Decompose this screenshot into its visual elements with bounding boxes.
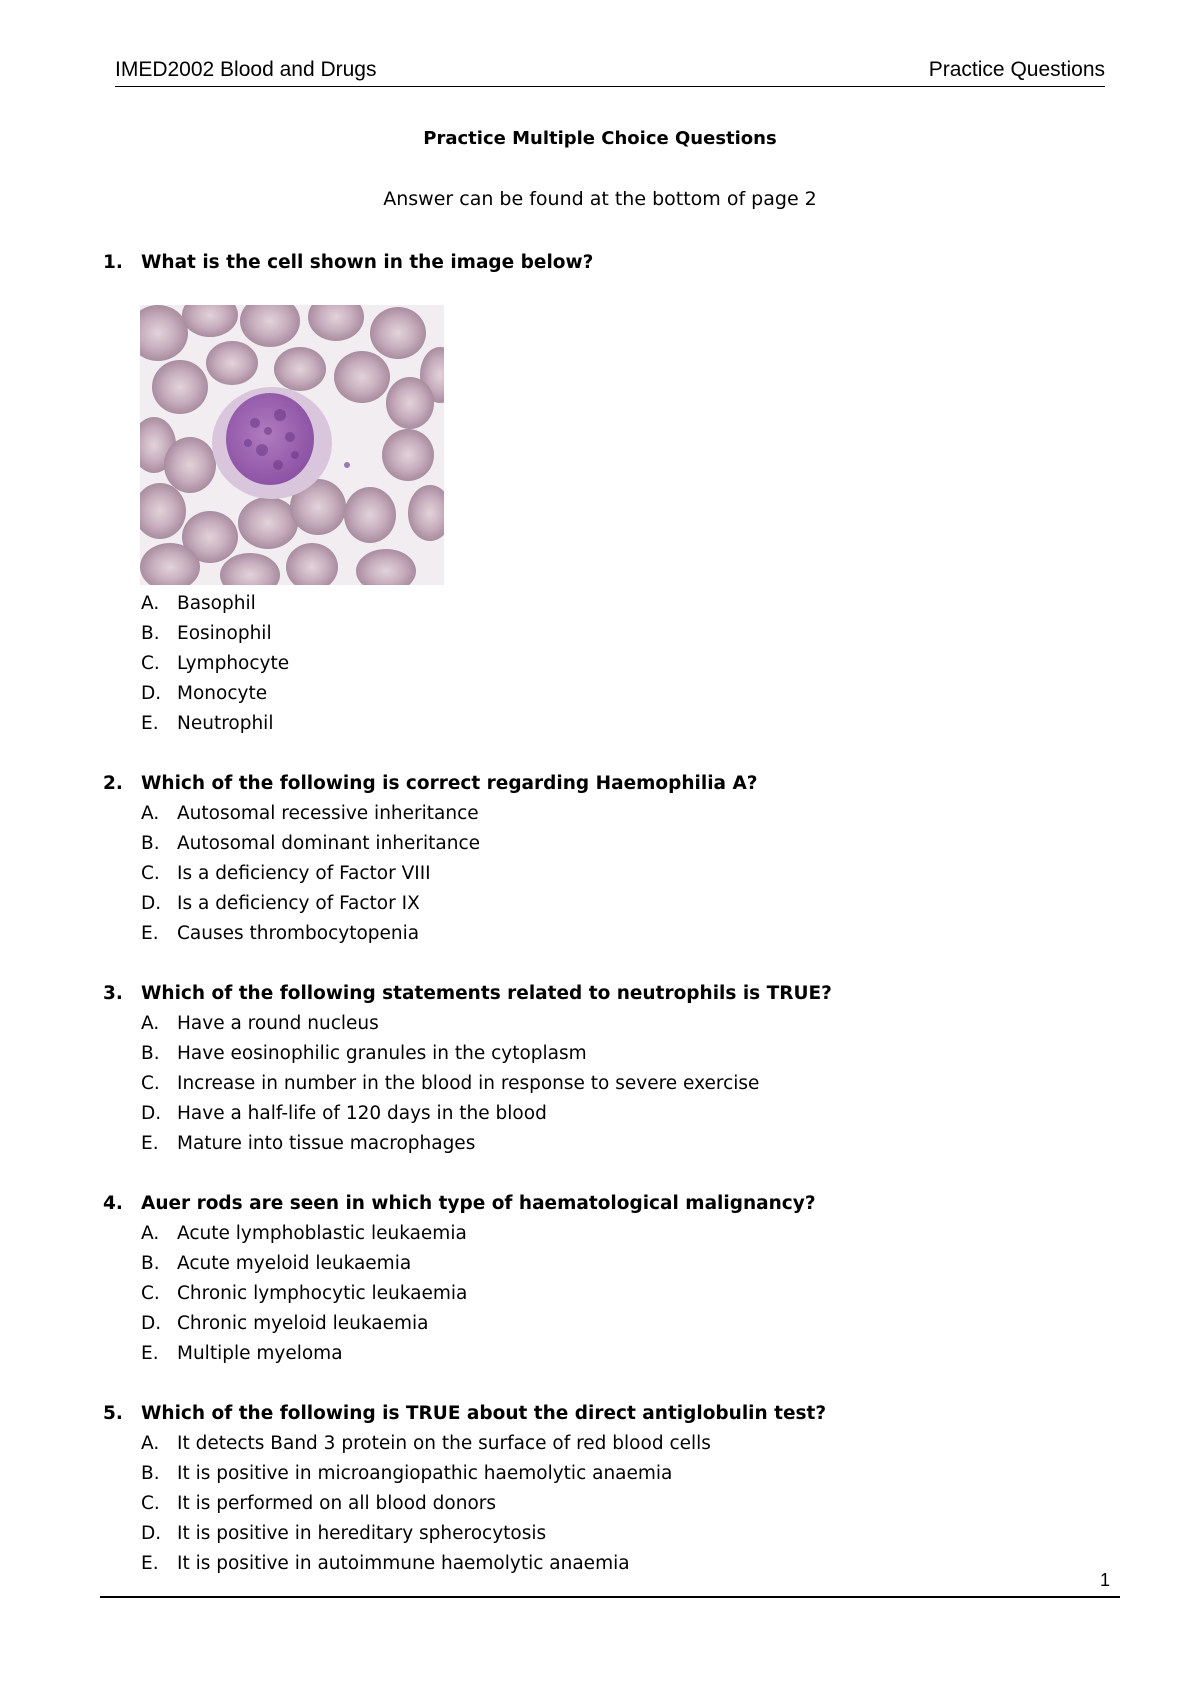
question-1-option-e: E. Neutrophil <box>141 713 274 734</box>
question-4-option-a: A. Acute lymphoblastic leukaemia <box>141 1223 467 1244</box>
question-text: What is the cell shown in the image below? <box>141 252 594 273</box>
question-5-option-b: B. It is positive in microangiopathic haemolytic anaemia <box>141 1463 673 1484</box>
question-number: 2. <box>103 773 123 794</box>
question-text: Which of the following statements related to neutrophils is TRUE? <box>141 983 832 1004</box>
question-5-option-c: C. It is performed on all blood donors <box>141 1493 497 1514</box>
question-2 <box>103 773 758 794</box>
question-1-option-a: A. Basophil <box>141 593 256 614</box>
page-number: 1 <box>1100 1570 1111 1590</box>
header-course-title: IMED2002 Blood and Drugs <box>115 58 377 81</box>
question-number: 5. <box>103 1403 123 1424</box>
header-document-type: Practice Questions <box>928 58 1105 81</box>
document-subtitle: Answer can be found at the bottom of page 2 <box>383 188 817 210</box>
question-4-option-e: E. Multiple myeloma <box>141 1343 343 1364</box>
question-text: Auer rods are seen in which type of haematological malignancy? <box>141 1193 816 1214</box>
question-number: 1. <box>103 252 123 273</box>
question-4-option-c: C. Chronic lymphocytic leukaemia <box>141 1283 468 1304</box>
question-3-option-a: A. Have a round nucleus <box>141 1013 379 1034</box>
question-text: Which of the following is correct regarding Haemophilia A? <box>141 773 758 794</box>
question-2-option-a: A. Autosomal recessive inheritance <box>141 803 479 824</box>
question-2-option-c: C. Is a deficiency of Factor VIII <box>141 863 431 884</box>
question-1-option-d: D. Monocyte <box>141 683 268 704</box>
question-1-option-b: B. Eosinophil <box>141 623 272 644</box>
question-2-option-b: B. Autosomal dominant inheritance <box>141 833 481 854</box>
blood-smear-image <box>140 305 444 585</box>
question-number: 3. <box>103 983 123 1004</box>
question-3-option-b: B. Have eosinophilic granules in the cytoplasm <box>141 1043 587 1064</box>
question-1 <box>103 252 593 273</box>
document-title: Practice Multiple Choice Questions <box>423 128 777 149</box>
question-4-option-b: B. Acute myeloid leukaemia <box>141 1253 412 1274</box>
question-4-option-d: D. Chronic myeloid leukaemia <box>141 1313 429 1334</box>
question-3-option-c: C. Increase in number in the blood in response to severe exercise <box>141 1073 760 1094</box>
question-5 <box>103 1403 826 1424</box>
question-3-option-d: D. Have a half-life of 120 days in the blood <box>141 1103 547 1124</box>
question-1-option-c: C. Lymphocyte <box>141 653 290 674</box>
page-header <box>115 56 1105 87</box>
question-4 <box>103 1193 816 1214</box>
question-3 <box>103 983 832 1004</box>
question-2-option-e: E. Causes thrombocytopenia <box>141 923 420 944</box>
question-3-option-e: E. Mature into tissue macrophages <box>141 1133 476 1154</box>
question-number: 4. <box>103 1193 123 1214</box>
question-5-option-e: E. It is positive in autoimmune haemolytic anaemia <box>141 1553 630 1574</box>
footer-divider <box>100 1596 1120 1598</box>
question-5-option-a: A. It detects Band 3 protein on the surface of red blood cells <box>141 1433 711 1454</box>
question-text: Which of the following is TRUE about the direct antiglobulin test? <box>141 1403 827 1424</box>
question-2-option-d: D. Is a deficiency of Factor IX <box>141 893 420 914</box>
question-5-option-d: D. It is positive in hereditary spherocytosis <box>141 1523 547 1544</box>
